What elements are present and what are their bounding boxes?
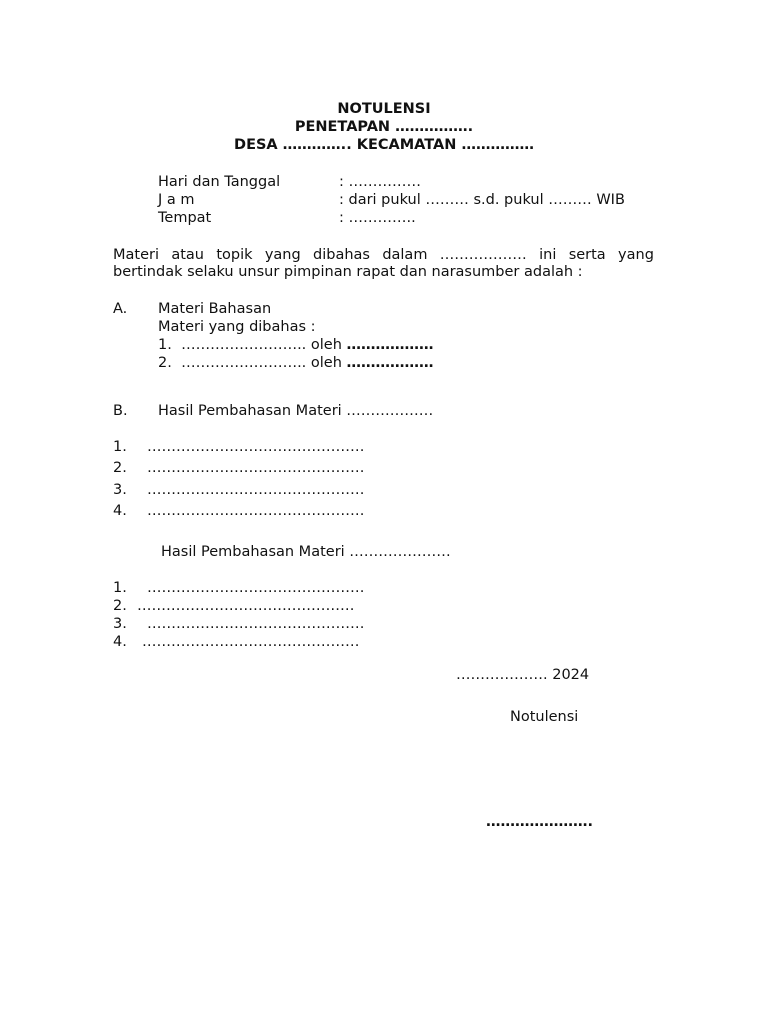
section-c-item-1-text: ………………………………………: [147, 580, 365, 596]
section-b-item-4-text: ………………………………………: [147, 503, 365, 519]
section-b-item-2-text: ………………………………………: [147, 460, 365, 476]
decision-line: PENETAPAN …………….: [294, 119, 474, 135]
section-a-heading: Materi Bahasan: [158, 301, 272, 317]
date-label: Hari dan Tanggal: [158, 174, 281, 190]
intro-word: topik: [216, 247, 253, 263]
place-label: Tempat: [158, 210, 212, 226]
section-a-marker: A.: [113, 301, 128, 317]
signature-role: Notulensi: [510, 709, 579, 725]
intro-word: ………………: [439, 247, 527, 263]
section-c-item-1-number: 1.: [113, 580, 127, 596]
section-b-heading: Hasil Pembahasan Materi ………………: [158, 403, 434, 419]
section-c-item-2-text: ………………………………………: [137, 598, 355, 614]
intro-word: serta: [568, 247, 606, 263]
section-a-item-2: [158, 354, 434, 372]
item-number: 1.: [158, 337, 172, 353]
intro-word: dibahas: [313, 247, 370, 263]
signature-name: ………………….: [486, 814, 594, 830]
section-c-item-2-number: 2.: [113, 598, 127, 614]
time-value: : dari pukul ……… s.d. pukul ……… WIB: [339, 192, 625, 208]
section-b-item-3-text: ………………………………………: [147, 482, 365, 498]
intro-word: yang: [618, 247, 654, 263]
section-b-item-4-number: 4.: [113, 503, 127, 519]
intro-word: Materi: [113, 247, 159, 263]
item-speaker: ………………: [346, 337, 434, 353]
section-b-item-1-number: 1.: [113, 439, 127, 455]
section-a-item-1: [158, 336, 434, 354]
item-number: 2.: [158, 355, 172, 371]
intro-word: dalam: [382, 247, 428, 263]
intro-word: yang: [264, 247, 301, 263]
section-c-heading: Hasil Pembahasan Materi …………………: [161, 544, 451, 560]
section-b-marker: B.: [113, 403, 128, 419]
section-c-item-4-number: 4.: [113, 634, 127, 650]
section-b-item-3-number: 3.: [113, 482, 127, 498]
place-value: : …………..: [339, 210, 416, 226]
date-value: : ……………: [339, 174, 421, 190]
intro-word: atau: [171, 247, 204, 263]
intro-line-1: [113, 246, 654, 264]
village-district-line: DESA ………….. KECAMATAN ……………: [234, 137, 534, 153]
time-label: J a m: [158, 192, 195, 208]
section-b-item-2-number: 2.: [113, 460, 127, 476]
signature-date: ………………. 2024: [456, 667, 590, 683]
section-b-item-1-text: ………………………………………: [147, 439, 365, 455]
intro-line-2: bertindak selaku unsur pimpinan rapat dan narasumber adalah :: [113, 264, 583, 280]
item-text: …………………….. oleh: [181, 337, 342, 353]
section-c-item-4-text: ………………………………………: [142, 634, 360, 650]
section-c-item-3-number: 3.: [113, 616, 127, 632]
intro-word: ini: [539, 247, 557, 263]
document-title: NOTULENSI: [337, 101, 431, 117]
item-text: …………………….. oleh: [181, 355, 342, 371]
section-a-subheading: Materi yang dibahas :: [158, 319, 316, 335]
section-c-item-3-text: ………………………………………: [147, 616, 365, 632]
item-speaker: ………………: [346, 355, 434, 371]
